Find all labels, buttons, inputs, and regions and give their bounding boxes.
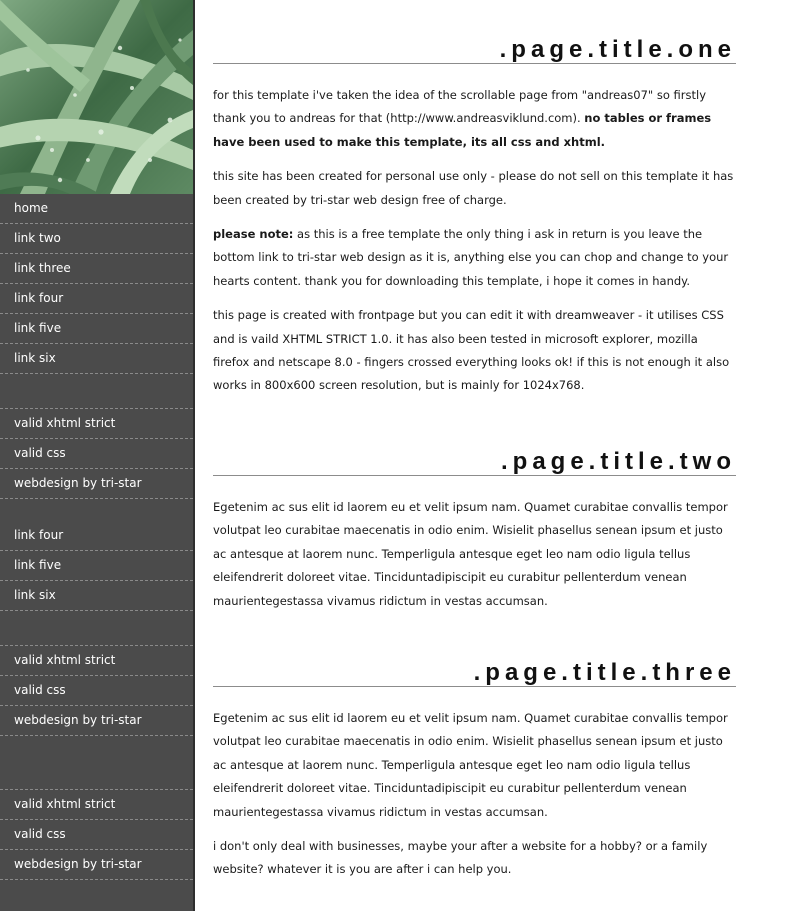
section-one-paragraph-3: please note: as this is a free template the only thing i ask in return is you leave the bottom link to tri-star web design as it is, anything else you can chop and change to your hearts content. thank you for downloading this template, i hope it comes in handy. bbox=[213, 227, 729, 288]
nav-link-five-secondary[interactable]: link five bbox=[0, 551, 193, 581]
main-content bbox=[213, 0, 736, 893]
nav-spacer bbox=[0, 611, 193, 646]
nav-link-four[interactable]: link four bbox=[0, 284, 193, 314]
section-three-paragraph-2: i don't only deal with businesses, maybe your after a website for a hobby? or a family website? whatever it is you are after i can help you. bbox=[213, 838, 708, 877]
grass-banner-image bbox=[0, 0, 193, 194]
section-three-title: .page.title.three bbox=[213, 661, 736, 687]
nav-link-two[interactable]: link two bbox=[0, 224, 193, 254]
nav-link-six-secondary[interactable]: link six bbox=[0, 581, 193, 611]
valid-xhtml-link[interactable]: valid xhtml strict bbox=[0, 790, 193, 820]
sidebar bbox=[0, 0, 195, 911]
nav-link-five[interactable]: link five bbox=[0, 314, 193, 344]
nav-spacer bbox=[0, 374, 193, 409]
nav-link-four-secondary[interactable]: link four bbox=[0, 521, 193, 551]
section-one-paragraph-4: this page is created with frontpage but you can edit it with dreamweaver - it utilises CSS and is vaild XHTML STRICT 1.0. it has also been tested in microsoft explorer, mozilla firefox and netscape 8.0 - fingers crossed everything looks ok! if this is not enough it also works in 800x600 screen resolution, but is mainly for 1024x768. bbox=[213, 308, 730, 393]
nav-link-three[interactable]: link three bbox=[0, 254, 193, 284]
webdesign-credit-link[interactable]: webdesign by tri-star bbox=[0, 850, 193, 880]
section-one-title: .page.title.one bbox=[213, 38, 736, 64]
section-one-paragraph-2: this site has been created for personal use only - please do not sell on this template it has been created by tri-star web design free of charge. bbox=[213, 169, 734, 207]
valid-css-link[interactable]: valid css bbox=[0, 439, 193, 469]
valid-xhtml-link[interactable]: valid xhtml strict bbox=[0, 409, 193, 439]
valid-css-link[interactable]: valid css bbox=[0, 820, 193, 850]
nav-spacer bbox=[0, 736, 193, 790]
valid-xhtml-link[interactable]: valid xhtml strict bbox=[0, 646, 193, 676]
section-one-paragraph-1: for this template i've taken the idea of the scrollable page from "andreas07" so firstly thank you to andreas for that (http://www.andreasviklund.com). no tables or frames have been used to make this template, its all css and xhtml. bbox=[213, 88, 712, 149]
section-three-paragraph-1: Egetenim ac sus elit id laorem eu et velit ipsum nam. Quamet curabitae convallis tempor volutpat leo curabitae maecenatis in odio enim. Wisielit phasellus senean ipsum et justo ac antesque at laorem nunc. Temperligula antesque eget leo nam odio ligula tellus eleifendrerit doloreet vitae. Tinciduntadipiscipit eu curabitur pellenterdum venean maurientegestassa vivamus ridictum in vestas accumsan. bbox=[213, 710, 728, 819]
webdesign-credit-link[interactable]: webdesign by tri-star bbox=[0, 469, 193, 499]
webdesign-credit-link[interactable]: webdesign by tri-star bbox=[0, 706, 193, 736]
nav-spacer bbox=[0, 499, 193, 521]
section-two-title: .page.title.two bbox=[213, 450, 736, 476]
nav-home[interactable]: home bbox=[0, 194, 193, 224]
valid-css-link[interactable]: valid css bbox=[0, 676, 193, 706]
section-two-paragraph-1: Egetenim ac sus elit id laorem eu et velit ipsum nam. Quamet curabitae convallis tempor volutpat leo curabitae maecenatis in odio enim. Wisielit phasellus senean ipsum et justo ac antesque at laorem nunc. Temperligula antesque eget leo nam odio ligula tellus eleifendrerit doloreet vitae. Tinciduntadipiscipit eu curabitur pellenterdum venean maurientegestassa vivamus ridictum in vestas accumsan. bbox=[213, 499, 728, 608]
nav-link-six[interactable]: link six bbox=[0, 344, 193, 374]
